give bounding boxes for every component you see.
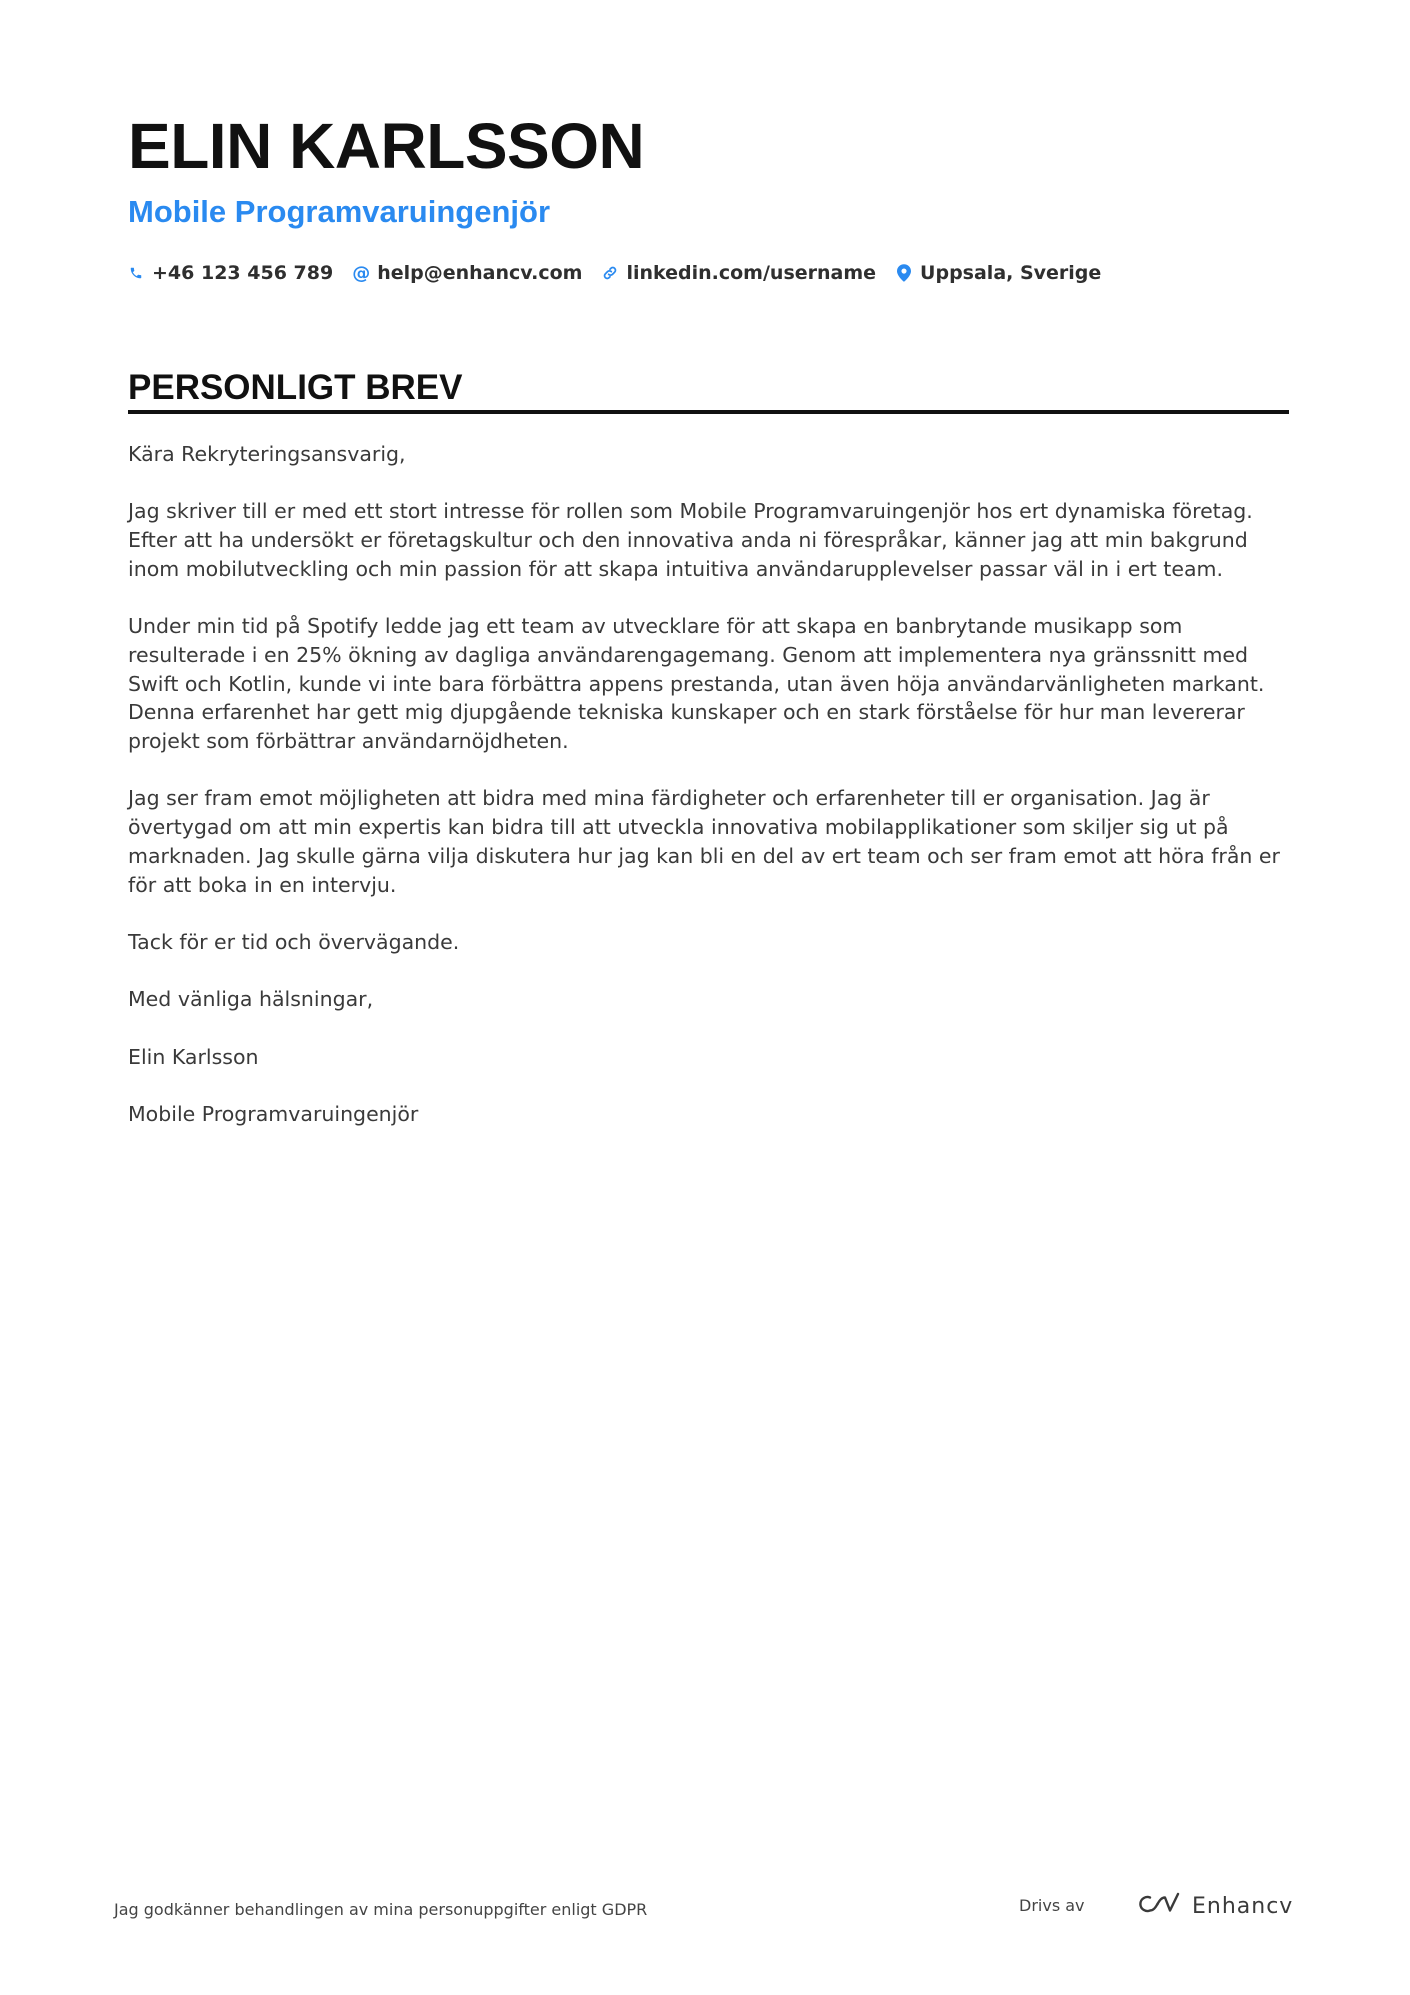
contact-bar xyxy=(128,258,1288,288)
candidate-role: Mobile Programvaruingenjör xyxy=(128,194,551,229)
closing: Med vänliga hälsningar, xyxy=(128,987,374,1012)
section-divider xyxy=(128,410,1289,414)
gdpr-consent-text: Jag godkänner behandlingen av mina personuppgifter enligt GDPR xyxy=(114,1900,648,1919)
location-pin-icon xyxy=(896,263,912,283)
contact-email-text[interactable]: help@enhancv.com xyxy=(377,262,583,284)
cover-letter-section xyxy=(128,366,1289,1157)
header xyxy=(128,108,1288,288)
section-title: PERSONLIGT BREV xyxy=(128,368,463,407)
contact-phone xyxy=(128,262,333,284)
contact-phone-text: +46 123 456 789 xyxy=(152,262,334,284)
footer xyxy=(114,1888,1294,1928)
letter-paragraph: Tack för er tid och övervägande. xyxy=(128,929,460,954)
contact-linkedin-text[interactable]: linkedin.com/username xyxy=(626,262,877,284)
enhancv-brand-name[interactable]: Enhancv xyxy=(1192,1893,1294,1919)
at-icon: @ xyxy=(352,262,371,284)
contact-location-text: Uppsala, Sverige xyxy=(920,262,1102,284)
letter-paragraph: Under min tid på Spotify ledde jag ett team av utvecklare för att skapa en banbrytande musikapp som resulterade i en 25% ökning av dagliga användarengagemang. Genom att implementera nya gränssnitt med Swift och Kotlin, kunde vi inte bara förbättra appens prestanda, utan även höja användarvänligheten markant. Denna erfarenhet har gett mig djupgående tekniska kunskaper och en stark förståelse för hur man levererar projekt som förbättrar användarnöjdheten. xyxy=(128,614,1265,753)
letter-paragraph: Jag ser fram emot möjligheten att bidra med mina färdigheter och erfarenheter till er organisation. Jag är övertygad om att min expertis kan bidra till att utveckla innovativa mobilapplikationer som skiljer sig ut på marknaden. Jag skulle gärna vilja diskutera hur jag kan bli en del av ert team och ser fram emot att höra från er för att boka in en intervju. xyxy=(128,786,1280,897)
candidate-name: ELIN KARLSSON xyxy=(128,110,645,182)
powered-by-label: Drivs av xyxy=(1019,1896,1085,1915)
letter-paragraph: Jag skriver till er med ett stort intresse för rollen som Mobile Programvaruingenjör hos ert dynamiska företag. Efter att ha undersökt er företagskultur och den innovativa anda ni förespråkar, känner jag att min bakgrund inom mobilutveckling och min passion för att skapa intuitiva användarupplevelser passar väl in i ert team. xyxy=(128,499,1253,581)
signature-title: Mobile Programvaruingenjör xyxy=(128,1102,419,1127)
link-icon xyxy=(602,263,618,283)
phone-icon xyxy=(128,263,144,283)
contact-linkedin[interactable] xyxy=(602,262,876,284)
contact-email[interactable] xyxy=(353,262,582,284)
enhancv-logo-icon xyxy=(1136,1891,1182,1921)
salutation: Kära Rekryteringsansvarig, xyxy=(128,442,406,466)
contact-location xyxy=(896,262,1101,284)
enhancv-brand[interactable] xyxy=(1136,1888,1293,1924)
signature-name: Elin Karlsson xyxy=(128,1044,259,1069)
letter-body xyxy=(128,440,1289,1129)
